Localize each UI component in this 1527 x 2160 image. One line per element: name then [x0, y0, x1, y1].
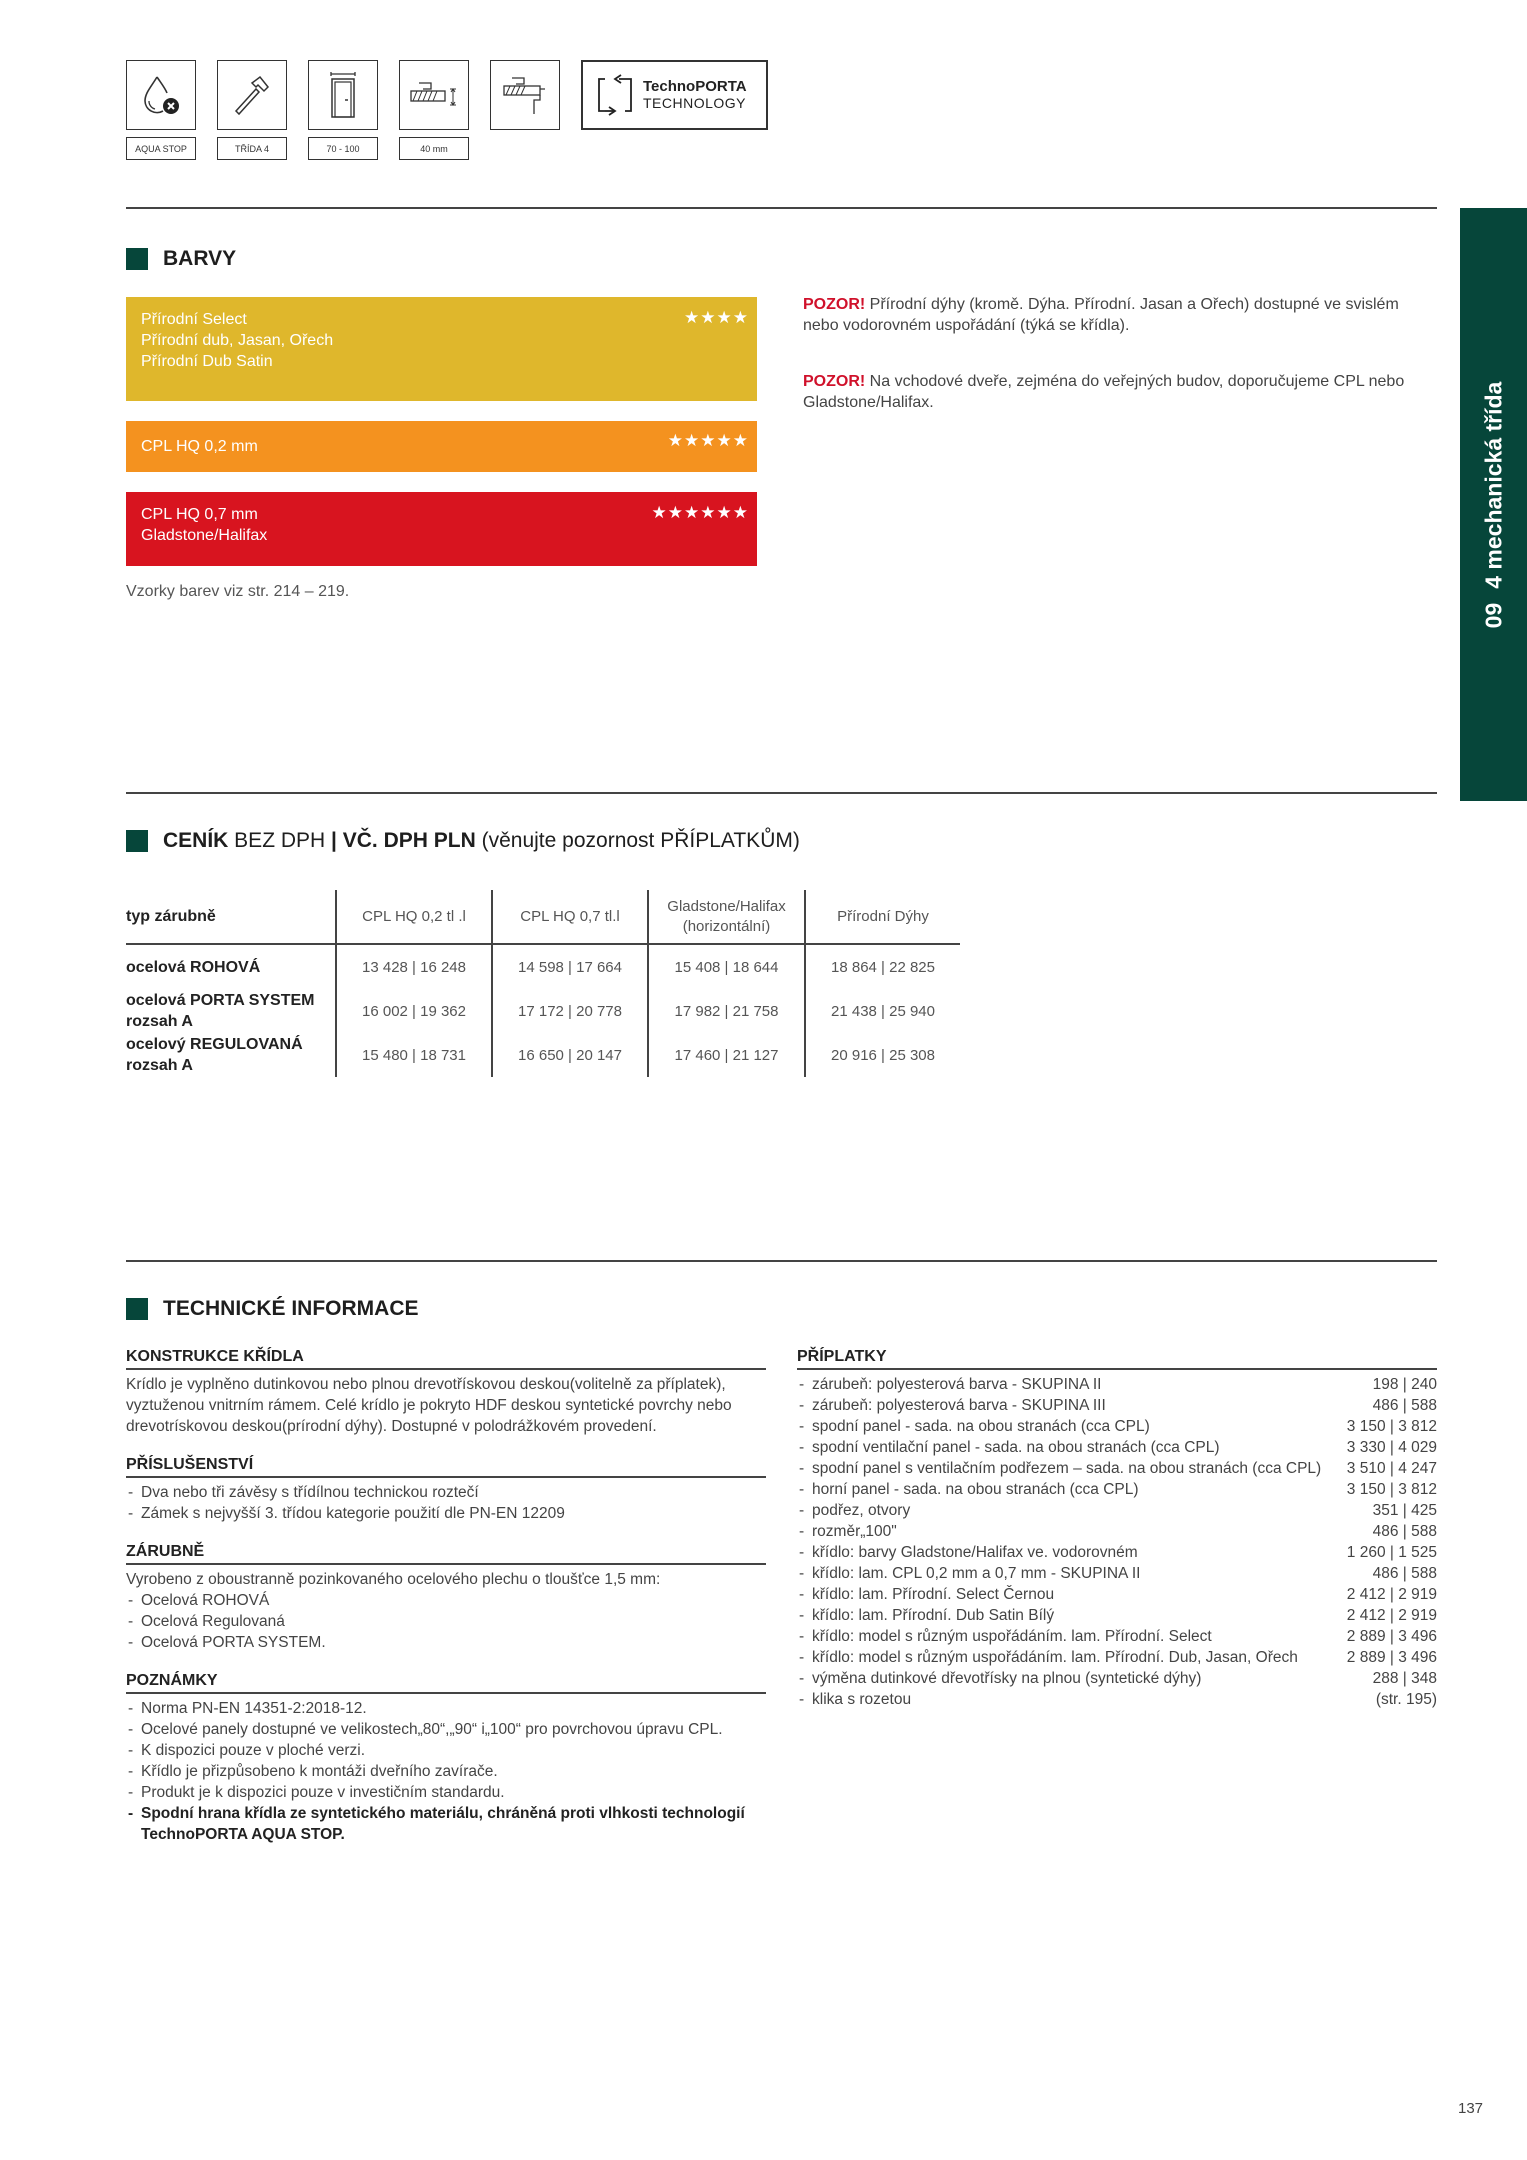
surcharge-name: - křídlo: barvy Gladstone/Halifax ve. vodorovném	[797, 1542, 1138, 1563]
list-item: - Ocelová ROHOVÁ	[126, 1590, 766, 1611]
list-item: - K dispozici pouze v ploché verzi.	[126, 1740, 766, 1761]
surcharge-price: 288 | 348	[1372, 1670, 1437, 1687]
surcharge-row	[797, 1458, 1437, 1479]
price-cell: 15 480 | 18 731	[336, 1033, 492, 1077]
surcharge-name: - podřez, otvory	[797, 1500, 910, 1521]
rating-stars-icon: ★★★★★★	[651, 503, 749, 522]
list-item-bold: - Spodní hrana křídla ze syntetického materiálu, chráněná proti vlhkosti technologií TechnoPORTA AQUA STOP.	[126, 1803, 766, 1845]
column-header: Přírodní Dýhy	[805, 890, 960, 944]
warning-note	[803, 371, 1423, 413]
technoporta-logo	[581, 60, 768, 130]
surcharge-price: 1 260 | 1 525	[1346, 1544, 1437, 1561]
heading-square-icon	[126, 1298, 148, 1320]
surcharge-name: - křídlo: lam. Přírodní. Dub Satin Bílý	[797, 1605, 1054, 1626]
color-bar-line: Přírodní dub, Jasan, Ořech	[141, 332, 334, 349]
surcharge-price: 2 889 | 3 496	[1346, 1649, 1437, 1666]
price-cell: 21 438 | 25 940	[805, 989, 960, 1033]
section-divider	[126, 1260, 1437, 1262]
surcharge-name: - křídlo: model s různým uspořádáním. lam. Přírodní. Dub, Jasan, Ořech	[797, 1647, 1298, 1668]
color-bar-line: CPL HQ 0,2 mm	[141, 438, 258, 455]
feature-label: AQUA STOP	[126, 137, 196, 160]
list-item: - Dva nebo tři závěsy s třídílnou technickou roztečí	[126, 1482, 766, 1503]
price-cell: 17 982 | 21 758	[648, 989, 805, 1033]
cenik-title-note: (věnujte pozornost PŘÍPLATKŮM)	[475, 829, 800, 852]
surcharge-name: - křídlo: lam. CPL 0,2 mm a 0,7 mm - SKUPINA II	[797, 1563, 1140, 1584]
price-cell: 20 916 | 25 308	[805, 1033, 960, 1077]
surcharge-price: 198 | 240	[1372, 1376, 1437, 1393]
surcharge-row	[797, 1563, 1437, 1584]
water-drop-x-icon	[126, 60, 196, 130]
surcharge-row	[797, 1668, 1437, 1689]
cenik-heading	[126, 829, 800, 853]
chapter-number: 09	[1480, 602, 1506, 628]
warning-text: Na vchodové dveře, zejména do veřejných budov, doporučujeme CPL nebo Gladstone/Halifax.	[803, 373, 1405, 411]
price-table-header	[126, 890, 960, 944]
heading-square-icon	[126, 830, 148, 852]
surcharge-name: - spodní panel - sada. na obou stranách (cca CPL)	[797, 1416, 1150, 1437]
surcharge-name: - klika s rozetou	[797, 1689, 911, 1710]
konstrukce-block	[126, 1348, 766, 1437]
surcharge-price: 2 412 | 2 919	[1346, 1586, 1437, 1603]
surcharge-price: 3 150 | 3 812	[1346, 1418, 1437, 1435]
row-name: ocelová ROHOVÁ	[126, 958, 261, 976]
section-divider	[126, 207, 1437, 209]
price-cell: 16 002 | 19 362	[336, 989, 492, 1033]
rating-stars-icon: ★★★★★	[667, 431, 749, 450]
color-bar-cpl-02	[126, 421, 757, 472]
priplatky-title: PŘÍPLATKY	[797, 1348, 1437, 1370]
surcharge-row	[797, 1626, 1437, 1647]
poznamky-title: POZNÁMKY	[126, 1672, 766, 1694]
surcharge-name: - rozměr„100"	[797, 1521, 897, 1542]
barvy-heading	[126, 247, 236, 271]
chapter-tab	[1460, 208, 1527, 801]
color-samples-note: Vzorky barev viz str. 214 – 219.	[126, 583, 350, 600]
prislusenstvi-block	[126, 1456, 766, 1524]
poznamky-block	[126, 1672, 766, 1845]
price-cell: 17 172 | 20 778	[492, 989, 648, 1033]
color-bar-line: Přírodní Select	[141, 311, 247, 328]
price-cell: 14 598 | 17 664	[492, 944, 648, 989]
door-thickness-icon	[399, 60, 469, 130]
warning-text: Přírodní dýhy (kromě. Dýha. Přírodní. Jasan a Ořech) dostupné ve svislém nebo vodorovném uspořádání (týká se křídla).	[803, 296, 1399, 334]
surcharge-price: 486 | 588	[1372, 1565, 1437, 1582]
cenik-title-bold: CENÍK	[163, 829, 229, 852]
zarubne-block	[126, 1543, 766, 1653]
color-bar-natural	[126, 297, 757, 401]
surcharge-row	[797, 1395, 1437, 1416]
color-bar-line: Přírodní Dub Satin	[141, 353, 273, 370]
surcharge-name: - zárubeň: polyesterová barva - SKUPINA III	[797, 1395, 1106, 1416]
surcharge-price: 3 150 | 3 812	[1346, 1481, 1437, 1498]
section-divider	[126, 792, 1437, 794]
price-cell: 13 428 | 16 248	[336, 944, 492, 989]
surcharge-name: - spodní ventilační panel - sada. na obou stranách (cca CPL)	[797, 1437, 1220, 1458]
price-cell: 17 460 | 21 127	[648, 1033, 805, 1077]
price-cell: 16 650 | 20 147	[492, 1033, 648, 1077]
technoporta-title: TechnoPORTA	[643, 78, 747, 95]
surcharge-name: - zárubeň: polyesterová barva - SKUPINA II	[797, 1374, 1101, 1395]
hammer-icon	[217, 60, 287, 130]
surcharge-row	[797, 1416, 1437, 1437]
zarubne-title: ZÁRUBNĚ	[126, 1543, 766, 1565]
price-table	[126, 890, 960, 1077]
tech-title: TECHNICKÉ INFORMACE	[163, 1297, 419, 1320]
cenik-title-bold: VČ. DPH PLN	[336, 829, 476, 852]
surcharge-name: - výměna dutinkové dřevotřísky na plnou (syntetické dýhy)	[797, 1668, 1201, 1689]
price-cell: 18 864 | 22 825	[805, 944, 960, 989]
feature-label: 40 mm	[399, 137, 469, 160]
surcharge-row	[797, 1437, 1437, 1458]
list-item: - Ocelová Regulovaná	[126, 1611, 766, 1632]
row-name: ocelový REGULOVANÁ rozsah A	[126, 1036, 303, 1074]
warning-label: POZOR!	[803, 296, 866, 313]
surcharge-price: 3 330 | 4 029	[1346, 1439, 1437, 1456]
surcharge-name: - spodní panel s ventilačním podřezem – sada. na obou stranách (cca CPL)	[797, 1458, 1321, 1479]
table-row	[126, 989, 960, 1033]
surcharge-row	[797, 1647, 1437, 1668]
surcharge-price: 486 | 588	[1372, 1523, 1437, 1540]
surcharge-row	[797, 1500, 1437, 1521]
surcharge-price: (str. 195)	[1375, 1691, 1437, 1708]
warning-note	[803, 294, 1423, 336]
technoporta-arrows-icon	[595, 73, 635, 117]
color-bar-line: CPL HQ 0,7 mm	[141, 506, 258, 523]
column-header: typ zárubně	[126, 890, 336, 944]
konstrukce-title: KONSTRUKCE KŘÍDLA	[126, 1348, 766, 1370]
list-item: - Produkt je k dispozici pouze v investičním standardu.	[126, 1782, 766, 1803]
surcharge-row	[797, 1605, 1437, 1626]
list-item: - Norma PN-EN 14351-2:2018-12.	[126, 1698, 766, 1719]
surcharge-name: - horní panel - sada. na obou stranách (cca CPL)	[797, 1479, 1139, 1500]
price-cell: 15 408 | 18 644	[648, 944, 805, 989]
feature-label: 70 - 100	[308, 137, 378, 160]
rebated-frame-icon	[490, 60, 560, 130]
feature-label: TŘÍDA 4	[217, 137, 287, 160]
surcharge-name: - křídlo: model s různým uspořádáním. lam. Přírodní. Select	[797, 1626, 1212, 1647]
priplatky-column	[797, 1348, 1437, 1710]
heading-square-icon	[126, 248, 148, 270]
surcharge-row	[797, 1689, 1437, 1710]
surcharge-price: 2 889 | 3 496	[1346, 1628, 1437, 1645]
warning-label: POZOR!	[803, 373, 866, 390]
color-bar-cpl-07	[126, 492, 757, 566]
cenik-title-pipe: |	[331, 829, 337, 852]
surcharge-price: 3 510 | 4 247	[1346, 1460, 1437, 1477]
column-header: CPL HQ 0,2 tl .l	[336, 890, 492, 944]
rating-stars-icon: ★★★★	[684, 308, 749, 327]
surcharge-price: 351 | 425	[1372, 1502, 1437, 1519]
zarubne-intro: Vyrobeno z oboustranně pozinkovaného ocelového plechu o tloušťce 1,5 mm:	[126, 1571, 661, 1588]
surcharge-row	[797, 1374, 1437, 1395]
konstrukce-text: Krídlo je vyplněno dutinkovou nebo plnou drevotřískovou deskou(volitelně za příplatek), vyztuženou vnitrním rámem. Celé krídlo je pokryto HDF deskou syntetické povrchy nebo drevotrískovou deskou(prírodní dýhy). Dostupné v polodrážkovém provedení.	[126, 1376, 732, 1435]
column-header: Gladstone/Halifax (horizontální)	[648, 890, 805, 944]
surcharge-price: 486 | 588	[1372, 1397, 1437, 1414]
tech-heading	[126, 1297, 419, 1321]
surcharge-price: 2 412 | 2 919	[1346, 1607, 1437, 1624]
surcharge-name: - křídlo: lam. Přírodní. Select Černou	[797, 1584, 1054, 1605]
row-name: ocelová PORTA SYSTEM rozsah A	[126, 992, 315, 1030]
tech-left-column	[126, 1348, 766, 1864]
technoporta-subtitle: TECHNOLOGY	[643, 95, 747, 111]
color-bar-line: Gladstone/Halifax	[141, 527, 268, 544]
surcharge-row	[797, 1584, 1437, 1605]
table-row	[126, 1033, 960, 1077]
chapter-title: 4 mechanická třída	[1480, 381, 1506, 589]
door-width-icon	[308, 60, 378, 130]
surcharge-row	[797, 1542, 1437, 1563]
column-header: CPL HQ 0,7 tl.l	[492, 890, 648, 944]
surcharge-row	[797, 1521, 1437, 1542]
list-item: - Křídlo je přizpůsobeno k montáži dveřního zavírače.	[126, 1761, 766, 1782]
surcharge-row	[797, 1479, 1437, 1500]
list-item: - Ocelová PORTA SYSTEM.	[126, 1632, 766, 1653]
barvy-title: BARVY	[163, 247, 237, 270]
table-row	[126, 944, 960, 989]
page-number: 137	[1458, 2100, 1484, 2117]
cenik-title-normal: BEZ DPH	[228, 829, 332, 852]
list-item: - Ocelové panely dostupné ve velikostech„80“,„90“ i„100“ pro povrchovou úpravu CPL.	[126, 1719, 766, 1740]
priplatky-list	[797, 1374, 1437, 1710]
prislusenstvi-title: PŘÍSLUŠENSTVÍ	[126, 1456, 766, 1478]
list-item: - Zámek s nejvyšší 3. třídou kategorie použití dle PN-EN 12209	[126, 1503, 766, 1524]
